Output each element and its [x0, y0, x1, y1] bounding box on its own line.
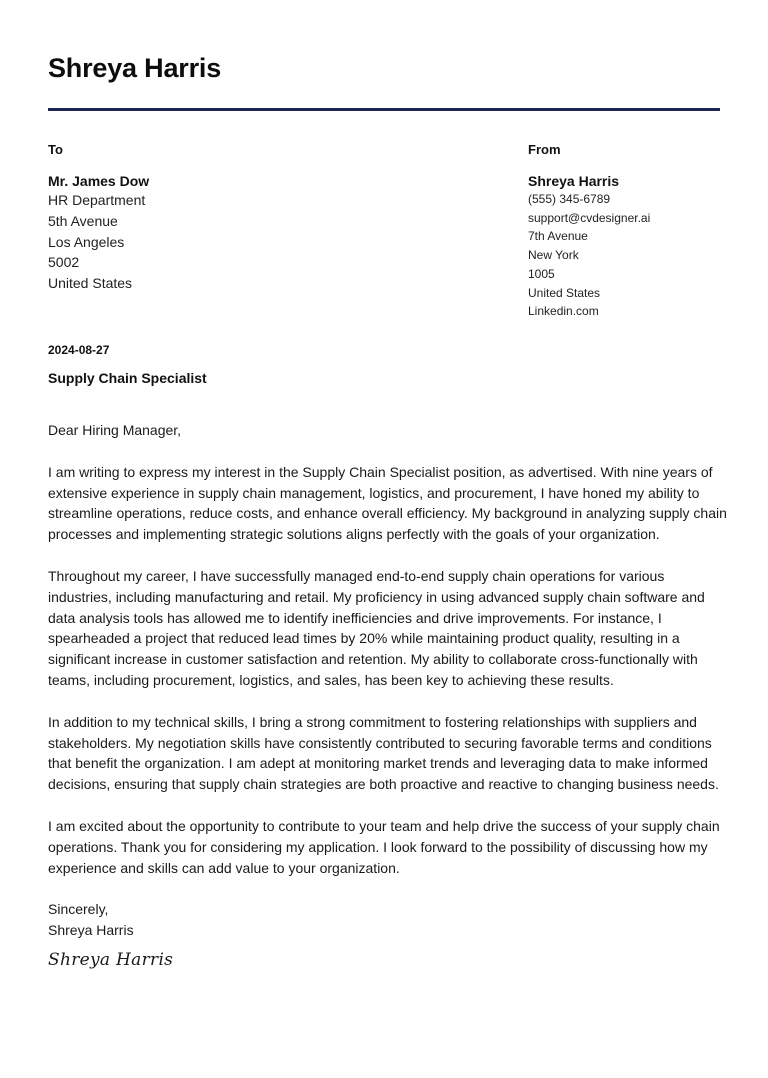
letter-date: 2024-08-27: [48, 343, 110, 357]
sender-email: support@cvdesigner.ai: [528, 210, 651, 225]
letter-subject: Supply Chain Specialist: [48, 370, 207, 386]
recipient-label: To: [48, 142, 63, 157]
recipient-country: United States: [48, 275, 133, 292]
sender-zip: 1005: [528, 266, 555, 281]
closing-phrase: Sincerely,: [48, 901, 109, 918]
paragraph-closing: I am excited about the opportunity to contribute to your team and help drive the success of your supply chain operations. Thank you for considering my application. I look forward to the possibility of discussing how my experience and skills can add value to your organization.: [48, 817, 720, 876]
sender-city: New York: [528, 248, 579, 263]
recipient-street: 5th Avenue: [48, 212, 118, 229]
recipient-zip: 5002: [48, 254, 80, 271]
header-divider: [48, 108, 720, 111]
sender-block: [528, 142, 748, 321]
paragraph-intro: I am writing to express my interest in the Supply Chain Specialist position, as advertised. With nine years of extensive experience in supply chain management, logistics, and procurement, I have honed my ability to streamline operations, reduce costs, and enhance overall efficiency. My background in analyzing supply chain processes and implementing strategic solutions aligns perfectly with the goals of your organization.: [48, 463, 727, 543]
sender-website: Linkedin.com: [528, 304, 599, 319]
salutation: Dear Hiring Manager,: [48, 422, 182, 438]
recipient-name: Mr. James Dow: [48, 173, 150, 189]
signoff-name: Shreya Harris: [48, 922, 134, 939]
recipient-department: HR Department: [48, 192, 146, 208]
handwritten-signature: Shreya Harris: [48, 950, 174, 970]
sender-name: Shreya Harris: [528, 173, 620, 189]
page-title: Shreya Harris: [48, 53, 222, 83]
sender-label: From: [528, 142, 561, 157]
sender-phone: (555) 345-6789: [528, 192, 611, 206]
closing-block: [48, 899, 728, 941]
paragraph-experience: Throughout my career, I have successfully managed end-to-end supply chain operations for various industries, including manufacturing and retail. My proficiency in using advanced supply chain software and data analysis tools has allowed me to identify inefficiencies and drive improvements. For instance, I spearheaded a project that reduced lead times by 20% while maintaining product quality, resulting in a significant increase in customer satisfaction and retention. My ability to collaborate cross-functionally with teams, including procurement, logistics, and sales, has been key to achieving these results.: [48, 567, 705, 688]
letter-body: [48, 420, 728, 941]
sender-street: 7th Avenue: [528, 229, 588, 244]
recipient-city: Los Angeles: [48, 233, 125, 250]
recipient-block: [48, 142, 448, 294]
sender-country: United States: [528, 285, 601, 300]
paragraph-skills: In addition to my technical skills, I bring a strong commitment to fostering relationships with suppliers and stakeholders. My negotiation skills have consistently contributed to securing favorable terms and conditions that benefit the organization. I am adept at monitoring market trends and leveraging data to make informed decisions, ensuring that supply chain strategies are both proactive and reactive to changing business needs.: [48, 713, 719, 793]
